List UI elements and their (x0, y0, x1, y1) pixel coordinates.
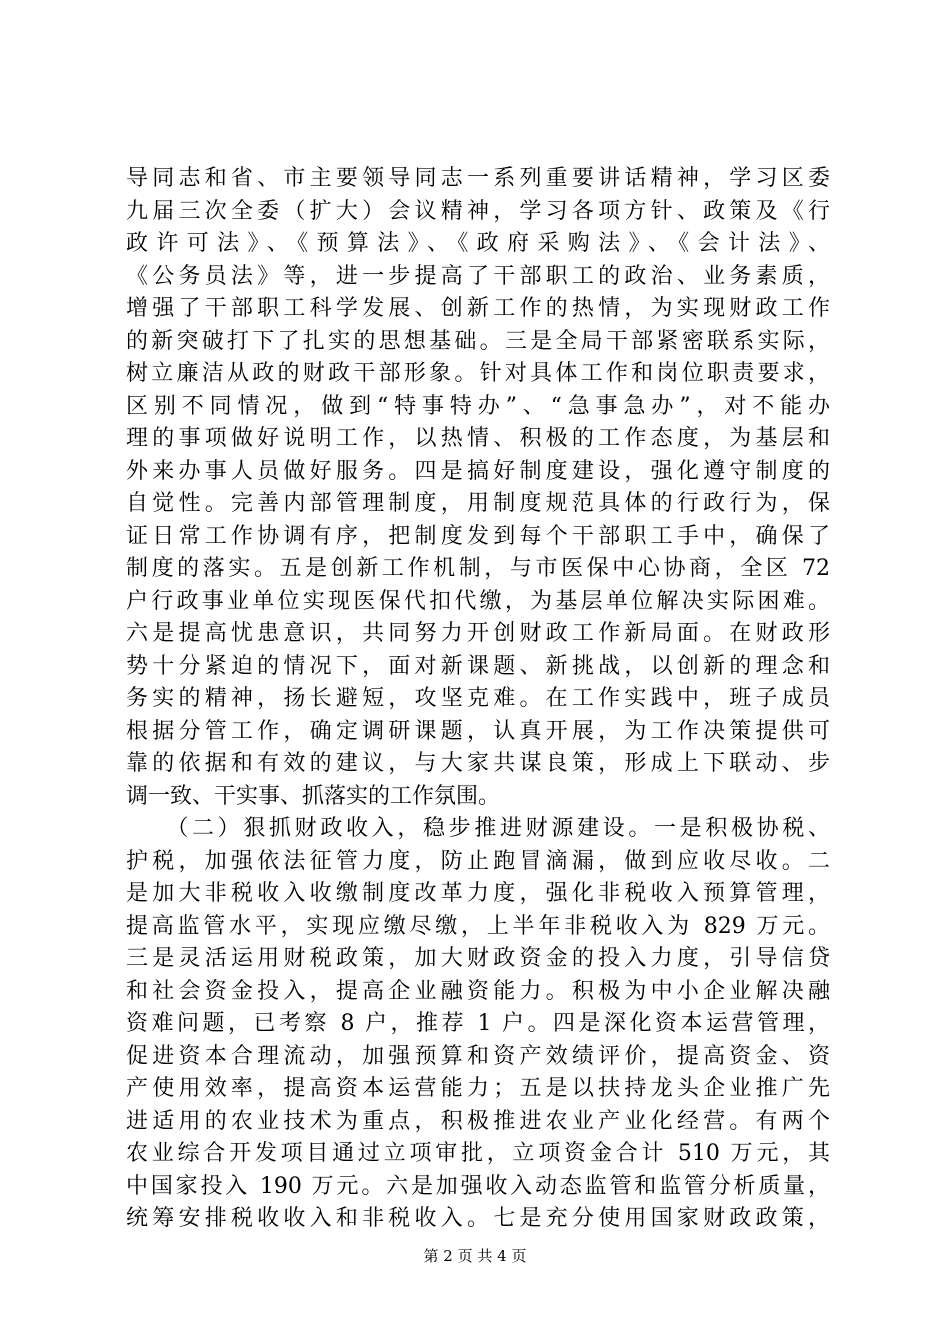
body-text (126, 163, 830, 1236)
text-line: （二）狠抓财政收入，稳步推进财源建设。一是积极协税、 (126, 816, 830, 841)
text-line: 提高监管水平，实现应缴尽缴，上半年非税收入为 829 万元。 (126, 913, 830, 939)
text-line: 产使用效率，提高资本运营能力；五是以扶持龙头企业推广先 (126, 1076, 830, 1101)
text-line: 势十分紧迫的情况下，面对新课题、新挑战，以创新的理念和 (126, 653, 830, 679)
text-line: 《公务员法》等，进一步提高了干部职工的政治、业务素质， (126, 263, 830, 289)
text-line: 三是灵活运用财税政策，加大财政资金的投入力度，引导信贷 (126, 946, 830, 971)
text-line: 中国家投入 190 万元。六是加强收入动态监管和监管分析质量， (126, 1173, 830, 1199)
text-line: 增强了干部职工科学发展、创新工作的热情，为实现财政工作 (126, 296, 830, 321)
text-line: 导同志和省、市主要领导同志一系列重要讲话精神，学习区委 (126, 166, 830, 191)
text-line: 户行政事业单位实现医保代扣代缴，为基层单位解决实际困难。 (126, 588, 830, 614)
text-line: 促进资本合理流动，加强预算和资产效绩评价，提高资金、资 (126, 1043, 830, 1069)
text-line: 制度的落实。五是创新工作机制，与市医保中心协商，全区 72 (126, 556, 830, 581)
text-line: 六是提高忧患意识，共同努力开创财政工作新局面。在财政形 (126, 621, 830, 646)
text-line: 进适用的农业技术为重点，积极推进农业产业化经营。有两个 (126, 1108, 830, 1134)
text-line: 统筹安排税收收入和非税收入。七是充分使用国家财政政策， (126, 1206, 830, 1231)
page-footer: 第 2 页 共 4 页 (423, 1247, 527, 1265)
text-line: 九届三次全委（扩大）会议精神，学习各项方针、政策及《行 (126, 198, 830, 224)
text-line: 资难问题，已考察 8 户，推荐 1 户。四是深化资本运营管理， (126, 1011, 830, 1036)
text-line: 和社会资金投入，提高企业融资能力。积极为中小企业解决融 (126, 978, 830, 1004)
text-line: 农业综合开发项目通过立项审批，立项资金合计 510 万元，其 (126, 1141, 830, 1166)
text-line: 证日常工作协调有序，把制度发到每个干部职工手中，确保了 (126, 523, 830, 549)
text-line: 理的事项做好说明工作，以热情、积极的工作态度，为基层和 (126, 426, 830, 451)
text-line: 的新突破打下了扎实的思想基础。三是全局干部紧密联系实际， (126, 328, 830, 354)
text-line: 外来办事人员做好服务。四是搞好制度建设，强化遵守制度的 (126, 458, 830, 484)
text-line: 调一致、干实事、抓落实的工作氛围。 (126, 783, 501, 809)
text-line: 树立廉洁从政的财政干部形象。针对具体工作和岗位职责要求， (126, 361, 830, 386)
text-line: 自觉性。完善内部管理制度，用制度规范具体的行政行为，保 (126, 491, 830, 516)
text-line: 护税，加强依法征管力度，防止跑冒滴漏，做到应收尽收。二 (126, 848, 830, 874)
text-line: 区别不同情况，做到“特事特办”、“急事急办”，对不能办 (126, 393, 830, 419)
text-line: 根据分管工作，确定调研课题，认真开展，为工作决策提供可 (126, 718, 830, 744)
text-line: 是加大非税收入收缴制度改革力度，强化非税收入预算管理， (126, 881, 830, 906)
text-line: 务实的精神，扬长避短，攻坚克难。在工作实践中，班子成员 (126, 686, 830, 711)
text-line: 靠的依据和有效的建议，与大家共谋良策，形成上下联动、步 (126, 751, 830, 776)
text-line: 政许可法》、《预算法》、《政府采购法》、《会计法》、 (126, 231, 830, 256)
